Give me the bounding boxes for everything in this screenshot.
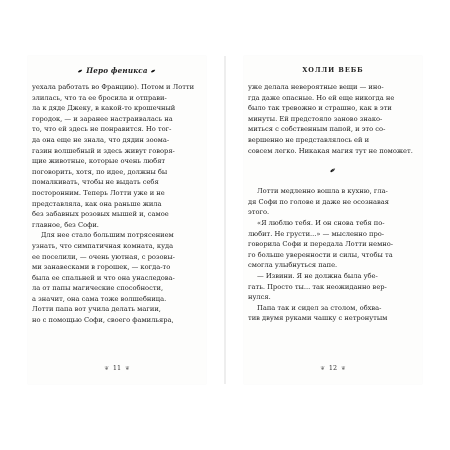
text-line: смогла улыбнуться папе. [248,261,338,270]
text-line: тив двумя руками чашку с нетронутым [248,314,388,323]
left-body-text [32,82,202,326]
text-line: ла к дяде Джеку, в какой-то крошечный [32,104,176,113]
text-line: да она еще не знала, что дядин зоома- [32,135,170,144]
left-folio [28,364,206,372]
text-line: а значит, она сама тоже волшебница. [32,294,167,303]
text-line: была ее спальней и что она унаследова- [32,273,175,282]
left-page [28,56,206,384]
text-line: любит. Не грусти...» — мысленно про- [248,229,385,238]
left-running-head [28,66,206,75]
ornament-icon: ❦ [341,366,346,372]
right-text-top [248,82,418,156]
right-body-text [248,82,418,324]
text-line: представляла, как она раньше жила [32,199,162,208]
text-line: уже делала невероятные вещи — ино- [248,83,384,91]
text-line: миться с собственным папой, и это со- [248,125,386,134]
text-line: без забавных розовых мышей и, самое [32,210,169,219]
text-line: Папа так и сидел за столом, обхва- [257,303,382,312]
text-line: газин волшебный и здесь живут говоря- [32,146,175,155]
text-line: дя Софи по голове и даже не осознавая [248,197,390,206]
ornament-icon: ❦ [320,366,325,372]
text-line: — Извини. Я не должна была убе- [257,271,378,280]
text-line: помалкивать, чтобы не выдать себя [32,178,159,187]
ornament-icon: ❦ [125,366,130,372]
right-folio [244,364,422,372]
text-line: Лотти медленно вошла в кухню, гла- [257,187,388,196]
right-header-title: ХОЛЛИ ВЕББ [302,66,364,74]
text-line: но с помощью Софи, своего фамильяра, [32,316,174,325]
text-line: уехала работать во Францию). Потом и Лотти [32,83,195,91]
text-line: го больше уверенности и силы, чтобы та [248,250,393,259]
text-line: вершенно не представлялось ей и [248,135,370,144]
text-line: гать. Просто ты... так неожиданно вер- [248,282,387,291]
right-page-number: 12 [328,364,338,372]
text-line: ла от папы магические способности, [32,284,164,293]
text-line: поговорить, хотя, по идее, должны бы [32,167,168,176]
text-line: «Я люблю тебя. И он снова тебя по- [257,218,385,227]
section-divider [248,156,418,186]
feather-icon: ✒ [76,67,85,76]
text-line: говорила Софи и передала Лотти немно- [248,240,394,249]
right-running-head [244,66,422,74]
right-text-bottom [248,186,418,324]
text-line: узнать, что симпатичная комната, куда [32,241,174,250]
feather-icon: ✒ [327,165,339,177]
text-line: Лотти папа вот учила делать магии, [32,305,161,314]
text-line: то, что ей здесь не понравится. Но тог- [32,125,172,134]
text-line: было так тревожно и страшно, как в эти [248,104,392,113]
text-line: совсем легко. Никакая магия тут не поможет. [248,146,413,155]
text-line: посторонним. Теперь Лотти уже и не [32,188,165,197]
text-line: главное, без Софи. [32,220,99,229]
left-header-title: Перо феникса [86,66,148,75]
text-line: нулся. [248,293,271,302]
text-line: гда даже опасные. Но ей еще никогда не [248,93,395,102]
text-line: Для нее стало большим потрясением [41,231,174,240]
feather-icon: ✒ [149,67,158,76]
right-page [244,56,422,384]
text-line: злилась, что та ее бросила и отправи- [32,93,167,102]
text-line: городок, — и заранее настраивалась на [32,114,173,123]
text-line: щие животные, которые очень любят [32,157,166,166]
left-page-number: 11 [112,364,122,372]
text-line: ми занавесками в горошек, — когда-то [32,263,171,272]
text-line: ее поселили, — очень уютная, с розовы- [32,252,175,261]
text-line: этого. [248,208,270,217]
book-spine [224,56,226,384]
ornament-icon: ❦ [104,366,109,372]
text-line: минуты. Ей предстояло заново знако- [248,114,383,123]
